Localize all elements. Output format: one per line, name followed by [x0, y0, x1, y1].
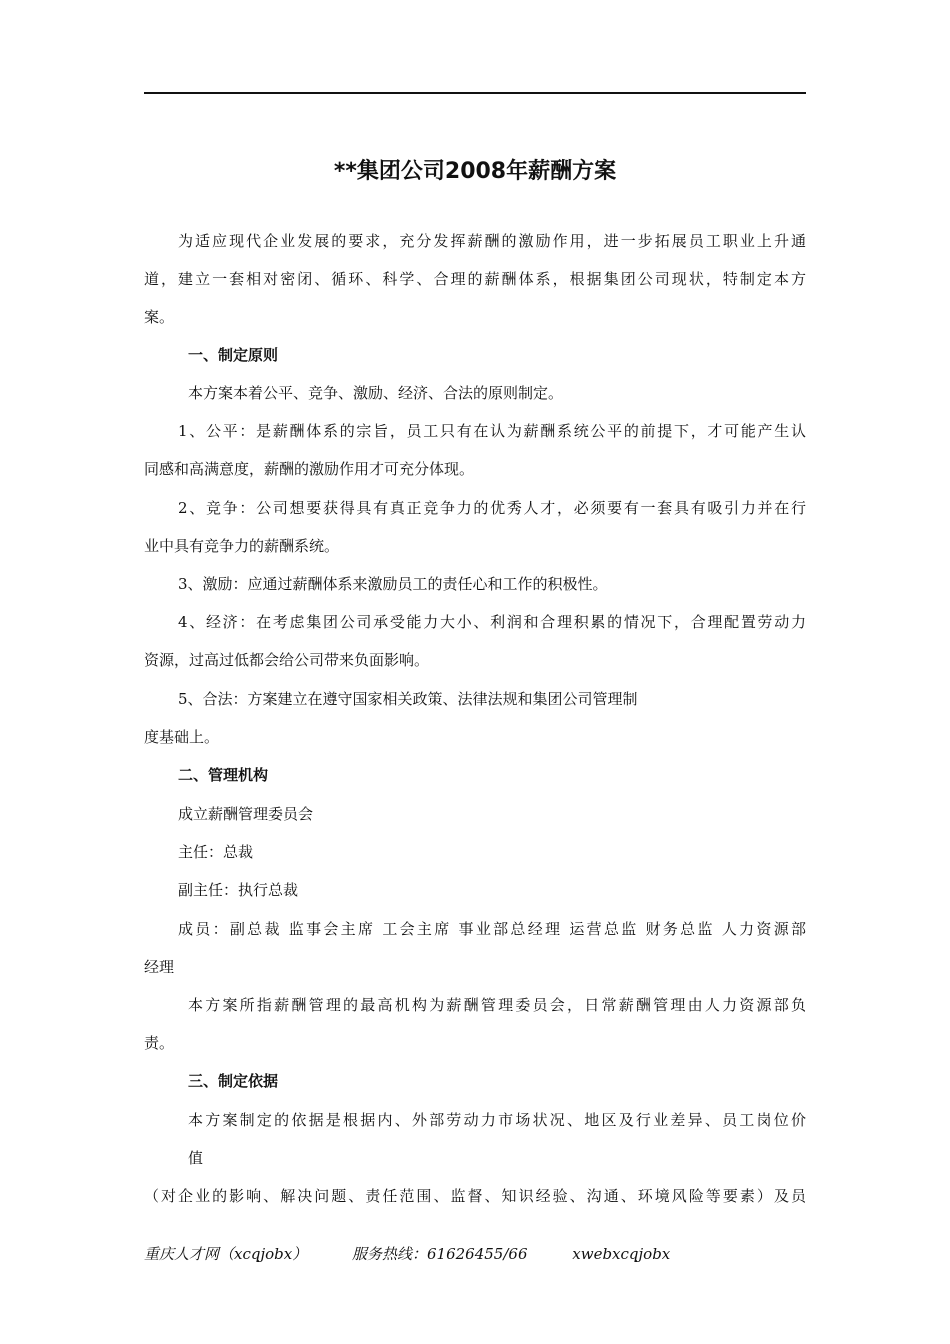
paragraph-line: 成立薪酬管理委员会: [178, 805, 314, 823]
paragraph-line: 1、公平：是薪酬体系的宗旨，员工只有在认为薪酬系统公平的前提下，才可能产生认: [178, 422, 806, 440]
paragraph-line: 主任：总裁: [178, 843, 254, 861]
paragraph-line: 本方案本着公平、竞争、激励、经济、合法的原则制定。: [188, 384, 564, 402]
paragraph-line: 责。: [144, 1034, 175, 1052]
paragraph-line: 成员：副总裁 监事会主席 工会主席 事业部总经理 运营总监 财务总监 人力资源部: [178, 920, 806, 938]
document-title: **集团公司2008年薪酬方案: [333, 159, 617, 184]
section-heading: 二、管理机构: [178, 766, 269, 784]
footer-code: xwebxcqjobx: [572, 1245, 671, 1263]
footer-site: 重庆人才网（xcqjobx）: [144, 1245, 308, 1263]
paragraph-line: 资源，过高过低都会给公司带来负面影响。: [144, 651, 430, 669]
paragraph-line: 同感和高满意度，薪酬的激励作用才可充分体现。: [144, 460, 475, 478]
paragraph-line: 3、激励：应通过薪酬体系来激励员工的责任心和工作的积极性。: [178, 575, 608, 593]
paragraph-line: 业中具有竞争力的薪酬系统。: [144, 537, 340, 555]
footer-hotline: 服务热线：61626455/66: [352, 1245, 528, 1263]
paragraph-line: （对企业的影响、解决问题、责任范围、监督、知识经验、沟通、环境风险等要素）及员: [144, 1187, 806, 1205]
paragraph-line: 值: [188, 1149, 204, 1167]
paragraph-line: 2、竞争：公司想要获得具有真正竞争力的优秀人才，必须要有一套具有吸引力并在行: [178, 499, 806, 517]
paragraph-line: 4、经济：在考虑集团公司承受能力大小、利润和合理积累的情况下，合理配置劳动力: [178, 613, 806, 631]
paragraph-line: 经理: [144, 958, 175, 976]
section-heading: 三、制定依据: [188, 1072, 279, 1090]
paragraph-line: 为适应现代企业发展的要求，充分发挥薪酬的激励作用，进一步拓展员工职业上升通: [178, 232, 806, 250]
paragraph-line: 副主任：执行总裁: [178, 881, 299, 899]
paragraph-line: 5、合法：方案建立在遵守国家相关政策、法律法规和集团公司管理制: [178, 690, 638, 708]
section-heading: 一、制定原则: [188, 346, 279, 364]
paragraph-line: 案。: [144, 308, 175, 326]
page-footer: [144, 1238, 806, 1270]
header-rule: [144, 92, 806, 94]
paragraph-line: 道，建立一套相对密闭、循环、科学、合理的薪酬体系，根据集团公司现状，特制定本方: [144, 270, 806, 288]
paragraph-line: 本方案所指薪酬管理的最高机构为薪酬管理委员会，日常薪酬管理由人力资源部负: [188, 996, 806, 1014]
paragraph-line: 度基础上。: [144, 728, 220, 746]
paragraph-line: 本方案制定的依据是根据内、外部劳动力市场状况、地区及行业差异、员工岗位价: [188, 1111, 806, 1129]
